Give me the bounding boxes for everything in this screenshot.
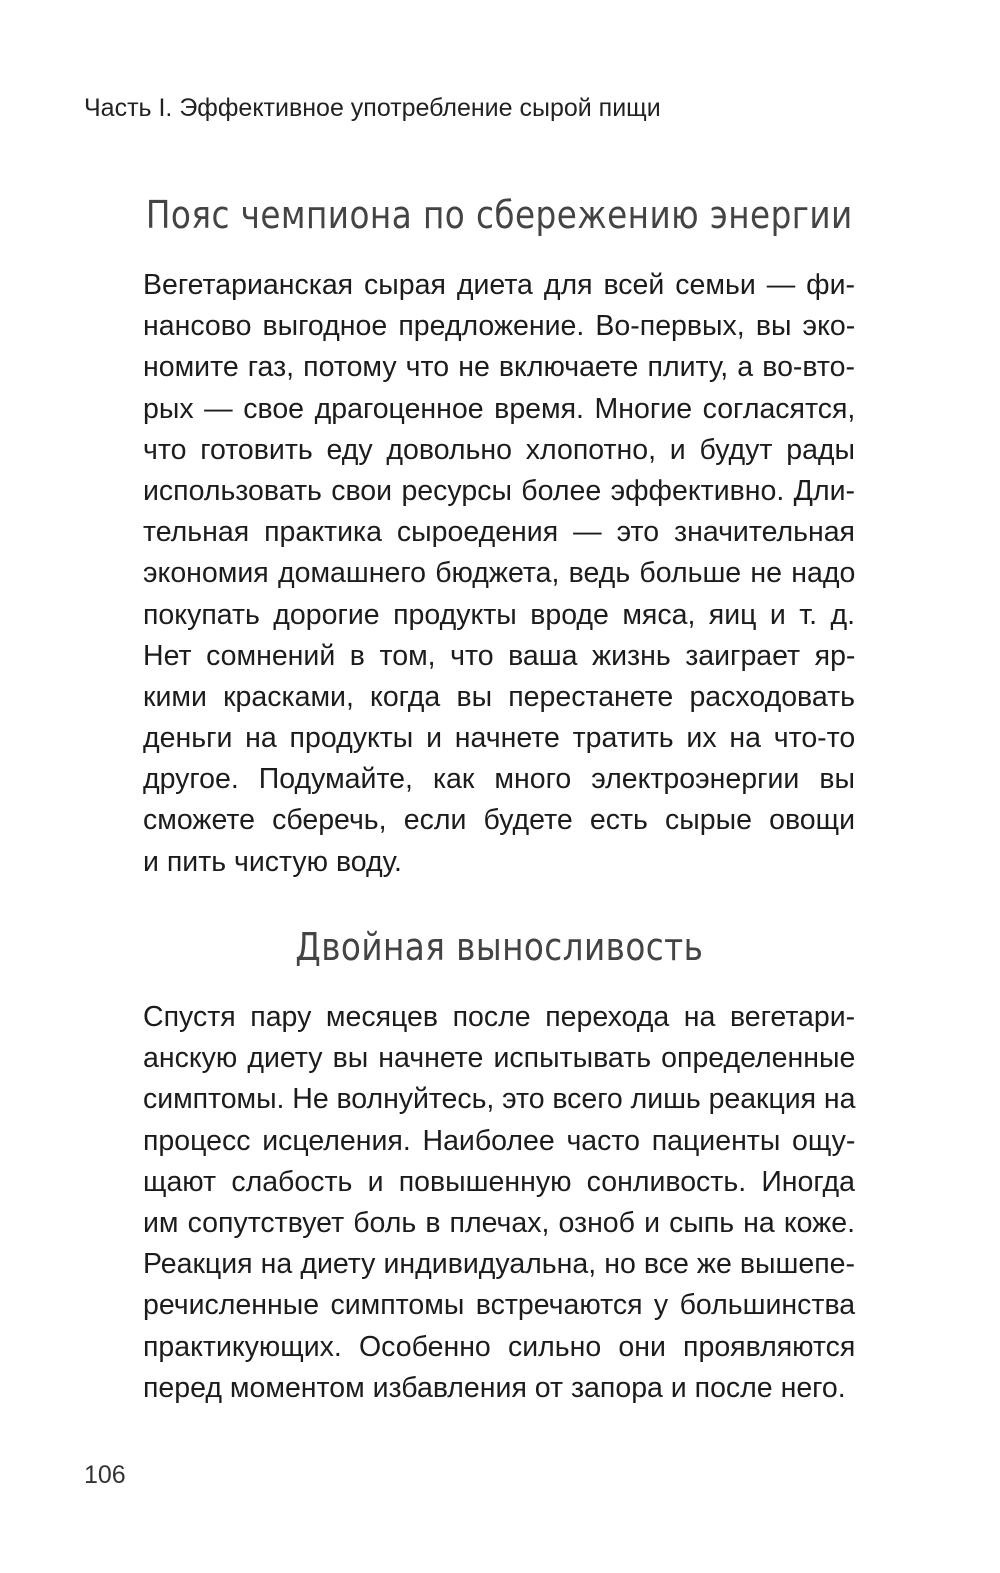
section-heading-energy-saving: Пояс чемпиона по сбережению энергии [145,193,853,237]
text-line: Нет сомнений в том, что ваша жизнь заиграет яр- [143,639,856,672]
text-line: деньги на продукты и начнете тратить их на что-то [143,722,856,755]
text-line: Реакция на диету индивидуальна, но все же вышепе- [143,1248,855,1281]
page-number: 106 [84,1461,126,1489]
text-line: практикующих. Особенно сильно они проявляются [143,1330,856,1363]
text-line: речисленные симптомы встречаются у большинства [143,1289,856,1322]
text-line: покупать дорогие продукты вроде мяса, яиц и т. д. [143,598,855,631]
text-line: использовать свои ресурсы более эффективно. Дли- [143,474,855,507]
text-line: им сопутствует боль в плечах, озноб и сыпь на коже. [143,1206,855,1239]
text-line: Вегетарианская сырая диета для всей семьи — фи- [143,269,855,301]
text-line: сможете сберечь, если будете есть сырые овощи [143,804,855,837]
text-line: Спустя пару месяцев после перехода на вегетари- [143,1001,856,1033]
text-line: нансово выгодное предложение. Во-первых, вы эко- [143,310,856,343]
text-line: экономия домашнего бюджета, ведь больше не надо [143,557,856,590]
text-line: кими красками, когда вы перестанете расходовать [143,680,855,713]
text-line: что готовить еду довольно хлопотно, и будут рады [143,433,856,466]
text-line: перед моментом избавления от запора и после него. [143,1371,846,1404]
text-line: анскую диету вы начнете испытывать определенные [143,1042,856,1075]
text-line: симптомы. Не волнуйтесь, это всего лишь реакция на [143,1083,856,1116]
text-line: номите газ, потому что не включаете плиту, а во-вто- [143,351,855,384]
text-line: процесс исцеления. Наиболее часто пациенты ощу- [143,1124,856,1157]
paragraph-energy-saving [143,265,855,883]
text-line: и пить чистую воду. [143,845,402,878]
text-line: рых — свое драгоценное время. Многие согласятся, [143,392,856,425]
paragraph-double-endurance [143,997,855,1409]
running-header: Часть I. Эффективное употребление сырой пищи [84,94,661,122]
text-line: щают слабость и повышенную сонливость. Иногда [143,1165,855,1198]
section-heading-double-endurance: Двойная выносливость [295,925,704,969]
text-line: тельная практика сыроедения — это значительная [143,516,855,549]
text-line: другое. Подумайте, как много электроэнергии вы [143,763,855,796]
